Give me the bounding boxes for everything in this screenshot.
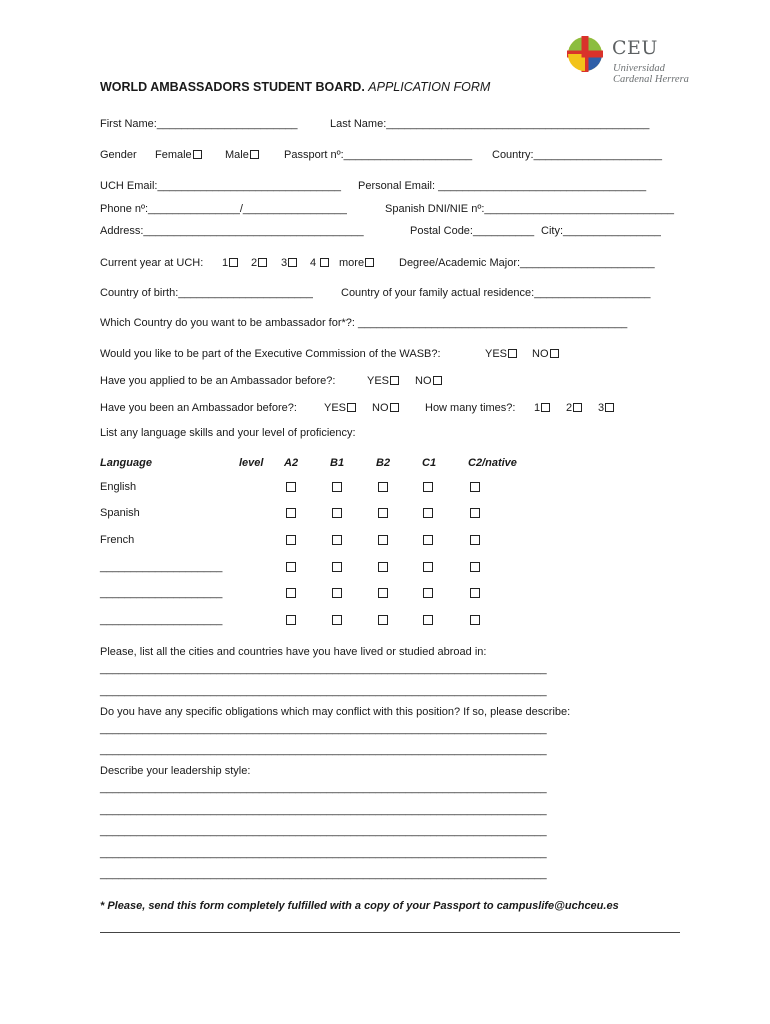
language-level-checkbox-b1[interactable] [332, 615, 342, 625]
ceu-logo-subtitle-1: Universidad [613, 63, 665, 74]
country-field[interactable]: Country:_____________________ [492, 149, 663, 161]
times-3-checkbox[interactable] [605, 403, 614, 412]
language-level-checkbox-c2[interactable] [470, 535, 480, 545]
times-3-option[interactable] [598, 402, 614, 414]
leadership-answer-line-4[interactable]: _________________________________________________________________________ [100, 847, 547, 859]
lang-header-b1: B1 [330, 457, 345, 469]
last-name-field[interactable]: Last Name:___________________________________________ [330, 118, 650, 130]
times-3-label: 3 [598, 402, 605, 414]
executive-question: Would you like to be part of the Executive Commission of the WASB?: [100, 348, 441, 360]
female-checkbox[interactable] [193, 150, 202, 159]
obligations-answer-line-1[interactable]: _________________________________________________________________________ [100, 723, 547, 735]
leadership-answer-line-1[interactable]: _________________________________________________________________________ [100, 782, 547, 794]
leadership-answer-line-2[interactable]: _________________________________________________________________________ [100, 804, 547, 816]
language-level-checkbox-c1[interactable] [423, 615, 433, 625]
passport-field[interactable]: Passport nº:_____________________ [284, 149, 473, 161]
lang-header-c2: C2/native [468, 457, 517, 469]
footer-note: * Please, send this form completely fulfilled with a copy of your Passport to campuslife@uchceu.es [100, 900, 619, 912]
executive-no-label: NO [532, 348, 549, 360]
address-field[interactable]: Address:____________________________________ [100, 225, 364, 237]
year-3-checkbox[interactable] [288, 258, 297, 267]
dni-field[interactable]: Spanish DNI/NIE nº:_______________________________ [385, 203, 675, 215]
year-3-option[interactable] [281, 257, 297, 269]
obligations-question: Do you have any specific obligations which may conflict with this position? If so, please describe: [100, 706, 571, 718]
language-level-checkbox-b1[interactable] [332, 482, 342, 492]
uch-email-field[interactable]: UCH Email:______________________________ [100, 180, 341, 192]
language-level-checkbox-c2[interactable] [470, 588, 480, 598]
been-no-label: NO [372, 402, 389, 414]
language-row-label[interactable]: ____________________ [100, 561, 223, 573]
language-level-checkbox-b2[interactable] [378, 535, 388, 545]
form-title [100, 80, 490, 94]
applied-yes-checkbox[interactable] [390, 376, 399, 385]
executive-no-checkbox[interactable] [550, 349, 559, 358]
applied-yes-option[interactable] [367, 375, 399, 387]
leadership-answer-line-3[interactable]: _________________________________________________________________________ [100, 825, 547, 837]
executive-no-option[interactable] [532, 348, 559, 360]
language-level-checkbox-c2[interactable] [470, 508, 480, 518]
male-label: Male [225, 149, 249, 161]
year-2-label: 2 [251, 257, 258, 269]
year-4-label: 4 [310, 257, 317, 269]
year-2-checkbox[interactable] [258, 258, 267, 267]
language-level-checkbox-a2[interactable] [286, 588, 296, 598]
year-2-option[interactable] [251, 257, 267, 269]
female-option[interactable] [155, 149, 202, 161]
year-1-checkbox[interactable] [229, 258, 238, 267]
language-level-checkbox-c1[interactable] [423, 588, 433, 598]
ceu-logo-name: CEU [612, 37, 658, 59]
year-more-option[interactable] [339, 257, 374, 269]
gender-label: Gender [100, 149, 137, 161]
language-level-checkbox-a2[interactable] [286, 562, 296, 572]
language-level-checkbox-b2[interactable] [378, 588, 388, 598]
language-level-checkbox-b1[interactable] [332, 508, 342, 518]
language-level-checkbox-b1[interactable] [332, 535, 342, 545]
ambassador-country-field[interactable]: Which Country do you want to be ambassador for*?: ____________________________________________ [100, 317, 628, 329]
been-yes-option[interactable] [324, 402, 356, 414]
times-1-label: 1 [534, 402, 541, 414]
language-level-checkbox-a2[interactable] [286, 535, 296, 545]
been-yes-checkbox[interactable] [347, 403, 356, 412]
lang-header-language: Language [100, 457, 152, 469]
year-4-checkbox[interactable] [320, 258, 329, 267]
language-level-checkbox-c2[interactable] [470, 615, 480, 625]
language-level-checkbox-b2[interactable] [378, 508, 388, 518]
language-level-checkbox-c2[interactable] [470, 482, 480, 492]
language-row-label: Spanish [100, 507, 140, 519]
language-level-checkbox-b2[interactable] [378, 482, 388, 492]
language-level-checkbox-a2[interactable] [286, 482, 296, 492]
cities-answer-line-1[interactable]: _________________________________________________________________________ [100, 663, 547, 675]
been-question: Have you been an Ambassador before?: [100, 402, 297, 414]
leadership-answer-line-5[interactable]: _________________________________________________________________________ [100, 868, 547, 880]
male-option[interactable] [225, 149, 259, 161]
phone-field[interactable]: Phone nº:_______________/_________________ [100, 203, 347, 215]
language-level-checkbox-a2[interactable] [286, 615, 296, 625]
languages-intro: List any language skills and your level of proficiency: [100, 427, 356, 439]
lang-header-c1: C1 [422, 457, 437, 469]
residence-country-field[interactable]: Country of your family actual residence:___________________ [341, 287, 651, 299]
degree-field[interactable]: Degree/Academic Major:______________________ [399, 257, 655, 269]
birth-country-field[interactable]: Country of birth:______________________ [100, 287, 313, 299]
personal-email-field[interactable]: Personal Email: __________________________________ [358, 180, 647, 192]
executive-yes-option[interactable] [485, 348, 517, 360]
form-title-bold: WORLD AMBASSADORS STUDENT BOARD. [100, 80, 365, 94]
language-level-checkbox-b1[interactable] [332, 588, 342, 598]
lang-header-a2: A2 [284, 457, 299, 469]
year-1-label: 1 [222, 257, 229, 269]
lang-header-b2: B2 [376, 457, 391, 469]
year-more-checkbox[interactable] [365, 258, 374, 267]
language-row-label[interactable]: ____________________ [100, 587, 223, 599]
language-level-checkbox-c1[interactable] [423, 482, 433, 492]
cities-question: Please, list all the cities and countries have you have lived or studied abroad in: [100, 646, 487, 658]
ceu-logo-subtitle-2: Cardenal Herrera [613, 74, 689, 85]
executive-yes-checkbox[interactable] [508, 349, 517, 358]
postal-code-field[interactable]: Postal Code:__________ [410, 225, 535, 237]
language-level-checkbox-b1[interactable] [332, 562, 342, 572]
female-label: Female [155, 149, 192, 161]
how-many-times-label: How many times?: [425, 402, 516, 414]
language-level-checkbox-c1[interactable] [423, 508, 433, 518]
language-level-checkbox-b2[interactable] [378, 562, 388, 572]
footer-divider [100, 932, 680, 933]
language-level-checkbox-a2[interactable] [286, 508, 296, 518]
year-more-label: more [339, 257, 365, 269]
lang-header-level: level [239, 457, 264, 469]
language-row-label: French [100, 534, 135, 546]
applied-no-label: NO [415, 375, 432, 387]
language-level-checkbox-c1[interactable] [423, 562, 433, 572]
applied-no-option[interactable] [415, 375, 442, 387]
been-no-option[interactable] [372, 402, 399, 414]
times-2-checkbox[interactable] [573, 403, 582, 412]
leadership-question: Describe your leadership style: [100, 765, 251, 777]
applied-yes-label: YES [367, 375, 390, 387]
times-2-option[interactable] [566, 402, 582, 414]
ceu-logo [566, 33, 706, 89]
applied-question: Have you applied to be an Ambassador before?: [100, 375, 336, 387]
ceu-emblem-icon [566, 35, 604, 73]
year-1-option[interactable] [222, 257, 238, 269]
first-name-field[interactable]: First Name:_______________________ [100, 118, 298, 130]
language-level-checkbox-b2[interactable] [378, 615, 388, 625]
times-1-checkbox[interactable] [541, 403, 550, 412]
been-no-checkbox[interactable] [390, 403, 399, 412]
city-field[interactable]: City:________________ [541, 225, 661, 237]
cities-answer-line-2[interactable]: _________________________________________________________________________ [100, 685, 547, 697]
been-yes-label: YES [324, 402, 347, 414]
male-checkbox[interactable] [250, 150, 259, 159]
form-title-italic: APPLICATION FORM [368, 80, 491, 94]
year-4-option[interactable] [310, 257, 329, 269]
executive-yes-label: YES [485, 348, 508, 360]
year-3-label: 3 [281, 257, 288, 269]
applied-no-checkbox[interactable] [433, 376, 442, 385]
times-2-label: 2 [566, 402, 573, 414]
language-level-checkbox-c1[interactable] [423, 535, 433, 545]
language-row-label[interactable]: ____________________ [100, 614, 223, 626]
obligations-answer-line-2[interactable]: _________________________________________________________________________ [100, 744, 547, 756]
times-1-option[interactable] [534, 402, 550, 414]
language-row-label: English [100, 481, 137, 493]
language-level-checkbox-c2[interactable] [470, 562, 480, 572]
current-year-label: Current year at UCH: [100, 257, 204, 269]
